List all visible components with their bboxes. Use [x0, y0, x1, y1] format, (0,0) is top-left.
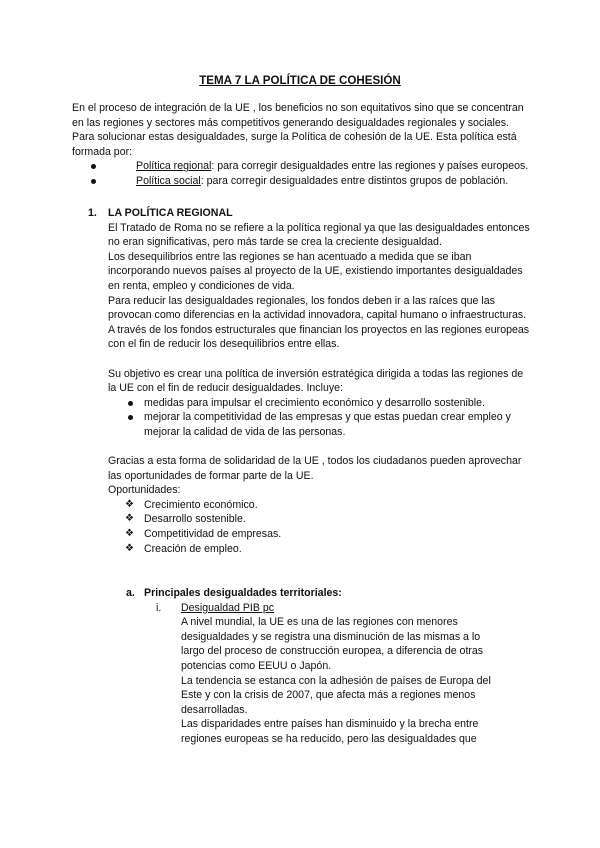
paragraph: Las disparidades entre países han disminuido y la brecha entre regiones europeas se ha reducido, pero las desigualdades que: [181, 718, 479, 745]
opportunities-label: Oportunidades:: [108, 484, 181, 497]
section-1: [88, 206, 534, 556]
spacer: [108, 352, 534, 367]
bullet-term: Política regional: [136, 160, 212, 173]
intro-paragraph: En el proceso de integración de la UE , los beneficios no son equitativos sino que se concentran en las regiones y sectores más competitivos generando desigualdades regionales y sociales. Para solucionar estas desigualdades, surge la Política de cohesión de la UE. Esta política está formada por:: [72, 102, 524, 158]
paragraph: A nivel mundial, la UE es una de las regiones con menores desigualdades y se registra una disminución de las mismas a lo largo del proceso de construcción europea, a diferencia de otras potencias como EEUU o Japón.: [181, 616, 484, 672]
paragraph: Los desequilibrios entre las regiones se han acentuado a medida que se iban incorporando nuevos países al proyecto de la UE, existiendo importantes desigualdades en renta, empleo y condiciones de vida.: [108, 250, 523, 292]
subsection-heading: [126, 586, 536, 601]
list-item: [72, 159, 534, 174]
list-item: mejorar la competitividad de las empresas y que estas puedan crear empleo y mejorar la calidad de vida de las personas.: [108, 410, 534, 439]
paragraph: Su objetivo es crear una política de inversión estratégica dirigida a todas las regiones de la UE con el fin de reducir desigualdades. Incluye:: [108, 367, 524, 395]
list-item: ❖ Desarrollo sostenible.: [108, 512, 534, 527]
paragraph: A través de los fondos estructurales que financian los proyectos en las regiones europeas con el fin de reducir los desequilibrios entre ellas.: [108, 323, 530, 351]
paragraph: Para reducir las desigualdades regionales, los fondos deben ir a las raíces que las provocan como diferencias en la actividad innovadora, capital humano o infraestructuras.: [108, 294, 527, 322]
section-number: 1.: [88, 207, 97, 219]
item-content: [181, 601, 491, 747]
section-heading: [88, 206, 534, 221]
section-body: [108, 221, 534, 557]
bullet-text: : para corregir desigualdades entre las regiones y países europeos.: [211, 160, 529, 173]
list-item: medidas para impulsar el crecimiento económico y desarrollo sostenible.: [108, 396, 534, 411]
roman-numeral: i.: [156, 601, 162, 614]
bullet-term: Política social: [136, 174, 201, 187]
list-item: ❖ Competitividad de empresas.: [108, 527, 534, 542]
item-heading: Desigualdad PIB pc: [181, 601, 275, 614]
objectives-list: [108, 396, 534, 440]
subsection-item-i: [126, 601, 536, 747]
paragraph: El Tratado de Roma no se refiere a la política regional ya que las desigualdades entonces no eran significativas, pero más tarde se crea la creciente desigualdad.: [108, 221, 530, 249]
list-item: [72, 174, 534, 189]
subsection-title: Principales desigualdades territoriales:: [144, 587, 342, 599]
list-item: ❖ Creación de empleo.: [108, 542, 534, 557]
spacer: [108, 440, 534, 455]
paragraph: Gracias a esta forma de solidaridad de la UE , todos los ciudadanos pueden aprovechar las oportunidades de formar parte de la UE.: [108, 455, 522, 482]
intro-bullet-list: [72, 159, 534, 188]
page-title: TEMA 7 LA POLÍTICA DE COHESIÓN: [199, 74, 401, 87]
paragraph: La tendencia se estanca con la adhesión de países de Europa del Este y con la crisis de 2007, que afecta más a regiones menos desarrolladas.: [181, 674, 491, 716]
section-title: LA POLÍTICA REGIONAL: [108, 207, 233, 219]
opportunities-list: [108, 498, 534, 556]
subsection-label: a.: [126, 587, 135, 599]
subsection-a: [126, 586, 536, 747]
intro-block: [72, 101, 534, 189]
bullet-text: : para corregir desigualdades entre distintos grupos de población.: [200, 174, 509, 187]
list-item: ❖ Crecimiento económico.: [108, 498, 534, 513]
